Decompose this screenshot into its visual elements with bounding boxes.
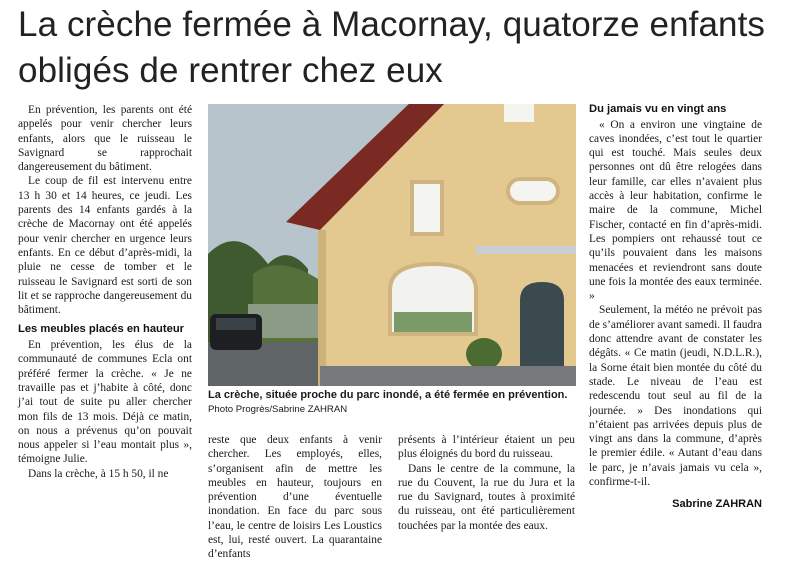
column-2 (208, 433, 382, 562)
col1-paragraph-4: Dans la crèche, à 15 h 50, il ne (28, 467, 169, 480)
photo-window-2 (508, 179, 558, 203)
photo-creche (208, 104, 576, 386)
photo-window-1 (412, 182, 442, 234)
column-1 (18, 103, 192, 481)
caption-text: La crèche, située proche du parc inondé, a été fermée en prévention. (208, 389, 568, 401)
col4-paragraph-1: « On a environ une vingtaine de caves inondées, c’est tout le quartier qui est touché. Mais seules deux personnes ont dû être relogées dans leur famille, car elles n’avaient plus accès à leur habitation, confirme le maire de la commune, Michel Fischer, contacté en fin d’après-midi. Les pompiers ont rehaussé tout ce qu’ils pouvaient dans les maisons menacées et reviendront sans doute une fois la montée des eaux terminée. » (589, 118, 762, 303)
col1-paragraph-3: En prévention, les élus de la communauté de communes Ecla ont préféré fermer la crèche. « Je ne travaille pas et j’habite à côté, donc j’ai tout de suite pu aller chercher mon fils de 13 mois. Déjà ce matin, on nous a prévenus qu’on pouvait nous appeler si l’eau montait plus », témoigne Julie. (18, 339, 192, 466)
col1-paragraph-1: En prévention, les parents ont été appelés pour venir chercher leurs enfants, alors que le ruisseau le Savignard se rapprochait dangereusement du bâtiment. (18, 104, 192, 174)
caption-credit: Photo Progrès/Sabrine ZAHRAN (208, 404, 348, 415)
photo-illustration (208, 104, 576, 386)
photo-sidewalk (320, 366, 576, 386)
col4-paragraph-2: Seulement, la météo ne prévoit pas de s’améliorer avant samedi. Il faudra donc attendre avant de constater les dégâts. « Ce matin (jeudi, N.D.L.R.), la Sorne était bien montée du côté du stade. Le niveau de l’eau est redescendu tout seul au fil de la journée. » Des inondations qui n’étaient pas arrivées depuis plus de vingt ans dans la commune, d’après le premier édile. « Autant d’eau dans le parc, je n’avais jamais vu cela », confirme-t-il. (589, 304, 762, 489)
photo-car-window (216, 318, 256, 330)
col4-subhead: Du jamais vu en vingt ans (589, 103, 727, 115)
photo-caption (208, 388, 576, 417)
photo-canopy (476, 246, 576, 254)
column-3 (398, 433, 575, 533)
col1-paragraph-2: Le coup de fil est intervenu entre 13 h 30 et 14 heures, ce jeudi. Les parents des 14 enfants gardés à la crèche de Macornay ont été appelés pour venir chercher en urgence leurs enfants. En ce début d’après-midi, la pluie ne cesse de tomber et le ruisseau le Savignard est sorti de son lit et se rapproche dangereusement du bâtiment. (18, 175, 192, 317)
col3-paragraph-1: présents à l’intérieur étaient un peu plus éloignés du bord du ruisseau. (398, 434, 575, 461)
photo-window-top (504, 104, 534, 122)
column-4 (589, 103, 762, 512)
photo-shrub (466, 338, 502, 370)
photo-window-decor (394, 312, 472, 332)
author-byline: Sabrine ZAHRAN (672, 498, 762, 511)
photo-wall-edge (318, 230, 326, 386)
col1-subhead: Les meubles placés en hauteur (18, 323, 185, 336)
col2-paragraph-1: reste que deux enfants à venir chercher. Les employés, elles, s’organisent afin de mettre les meubles en hauteur, toujours en prévention d’une éventuelle inondation. En face du parc sous l’eau, le centre de loisirs Les Loustics est, lui, resté ouvert. La quarantaine d’enfants (208, 434, 382, 561)
headline: La crèche fermée à Macornay, quatorze enfants obligés de rentrer chez eux (18, 5, 766, 90)
col3-paragraph-2: Dans le centre de la commune, la rue du Couvent, la rue du Jura et la rue du Savignard, toutes à proximité du ruisseau, ont été particulièrement touchées par la montée des eaux. (398, 462, 575, 532)
